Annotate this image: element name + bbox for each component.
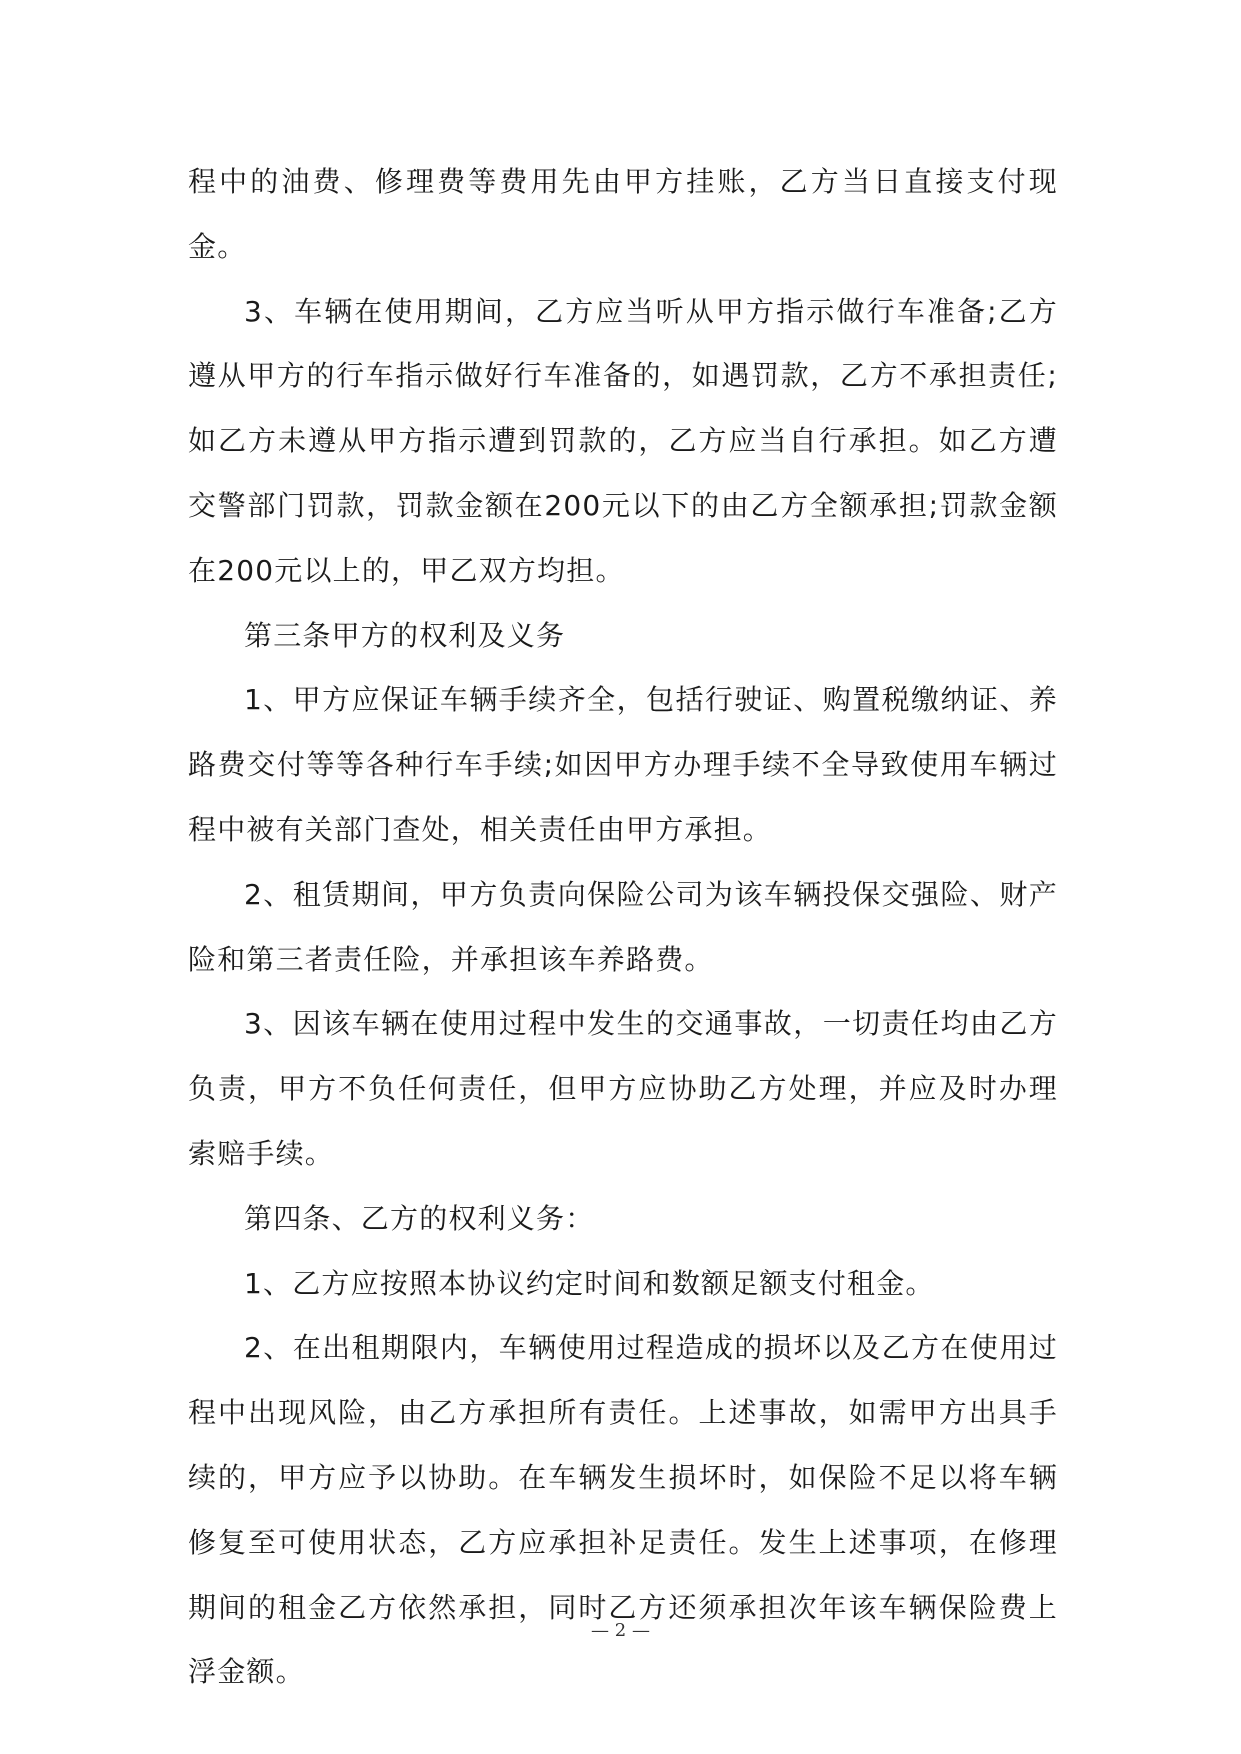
paragraph-continuation: 程中的油费、修理费等费用先由甲方挂账，乙方当日直接支付现金。 — [188, 165, 1058, 263]
section-heading-article-3: 第三条甲方的权利及义务 — [244, 618, 566, 652]
document-body — [188, 150, 1058, 1705]
paragraph-clause-3-1: 1、甲方应保证车辆手续齐全，包括行驶证、购置税缴纳证、养路费交付等等各种行车手续;如因甲方办理手续不全导致使用车辆过程中被有关部门查处，相关责任由甲方承担。 — [188, 683, 1058, 846]
paragraph-clause-3-2: 2、租赁期间，甲方负责向保险公司为该车辆投保交强险、财产险和第三者责任险，并承担该车养路费。 — [188, 877, 1058, 976]
paragraph-clause-4-2: 2、在出租期限内，车辆使用过程造成的损坏以及乙方在使用过程中出现风险，由乙方承担所有责任。上述事故，如需甲方出具手续的，甲方应予以协助。在车辆发生损坏时，如保险不足以将车辆修复至可使用状态，乙方应承担补足责任。发生上述事项，在修理期间的租金乙方依然承担，同时乙方还须承担次年该车辆保险费上浮金额。 — [188, 1331, 1058, 1689]
page-number: — 2 — — [591, 1620, 650, 1641]
section-heading-article-4: 第四条、乙方的权利义务： — [244, 1201, 595, 1235]
paragraph-clause-3-3: 3、因该车辆在使用过程中发生的交通事故，一切责任均由乙方负责，甲方不负任何责任，但甲方应协助乙方处理，并应及时办理索赔手续。 — [188, 1007, 1058, 1170]
paragraph-clause-2-3: 3、车辆在使用期间，乙方应当听从甲方指示做行车准备;乙方遵从甲方的行车指示做好行车准备的，如遇罚款，乙方不承担责任;如乙方未遵从甲方指示遭到罚款的，乙方应当自行承担。如乙方遭交警部门罚款，罚款金额在200元以下的由乙方全额承担;罚款金额在200元以上的，甲乙双方均担。 — [188, 294, 1058, 587]
paragraph-clause-4-1: 1、乙方应按照本协议约定时间和数额足额支付租金。 — [244, 1266, 935, 1300]
